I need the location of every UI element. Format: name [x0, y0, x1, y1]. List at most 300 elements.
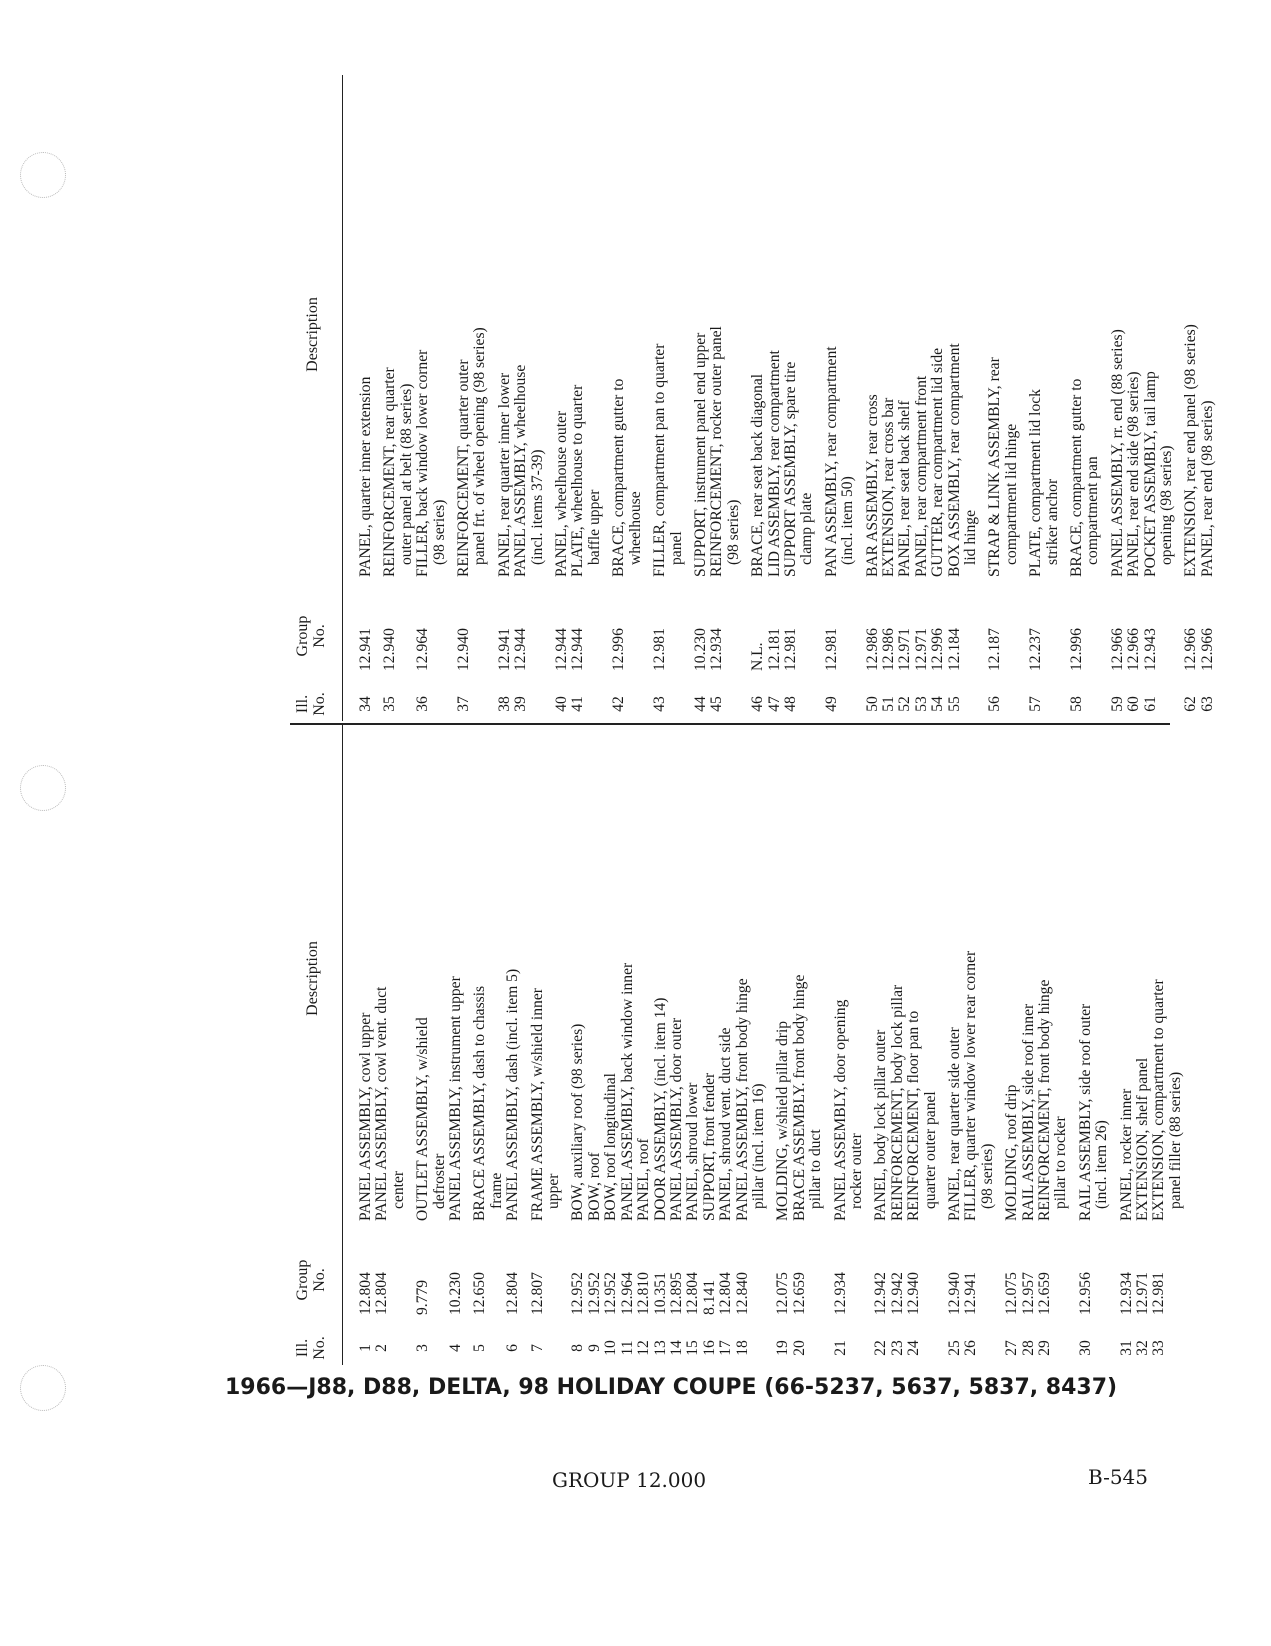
description-cell — [865, 82, 881, 587]
description-line: PANEL ASSEMBLY, dash (incl. item 5) — [504, 968, 522, 1221]
group-no-cell: 12.934 — [708, 628, 726, 671]
description-line: BRACE, rear seat back diagonal — [749, 373, 767, 577]
ill-no-cell: 8 — [569, 1344, 587, 1352]
description-cell — [472, 726, 505, 1231]
group-no-cell: 12.944 — [569, 628, 587, 671]
description-line: PANEL ASSEMBLY, cowl upper — [357, 1012, 374, 1221]
description-cell — [653, 726, 669, 1231]
description-line: PANEL, rocker inner — [1117, 1088, 1135, 1221]
description-line: baffle upper — [585, 489, 603, 565]
group-no-cell: 12.804 — [684, 1272, 702, 1315]
description-line: (98 series) — [724, 499, 742, 565]
description-line: REINFORCEMENT, rocker outer panel — [708, 326, 726, 577]
table-row — [472, 725, 505, 1365]
group-no-cell: 12.981 — [1150, 1272, 1168, 1315]
description-line: FILLER, quarter window lower rear corner — [962, 950, 980, 1221]
table-row — [947, 725, 963, 1365]
description-line: SUPPORT ASSEMBLY, spare tire — [781, 361, 799, 577]
table-row — [448, 725, 464, 1365]
table-row — [906, 725, 939, 1365]
group-no-cell: 12.942 — [888, 1272, 906, 1315]
description-cell — [1143, 82, 1176, 587]
table-row — [1028, 75, 1061, 721]
description-header: Description — [304, 941, 321, 1016]
table-row — [620, 725, 636, 1365]
table-row — [1200, 75, 1216, 721]
ill-no-cell: 30 — [1076, 1340, 1094, 1356]
group-no-cell: 12.981 — [651, 628, 669, 671]
ill-no-cell: 21 — [831, 1340, 849, 1356]
description-cell — [824, 82, 857, 587]
table-row — [824, 75, 857, 721]
description-line: rocker outer — [847, 1133, 865, 1209]
description-line: (98 series) — [430, 499, 448, 565]
description-cell — [963, 726, 996, 1231]
table-row — [554, 75, 570, 721]
description-line: BAR ASSEMBLY, rear cross — [863, 394, 881, 577]
description-line: DOOR ASSEMBLY, (incl. item 14) — [651, 997, 669, 1221]
description-cell — [456, 82, 489, 587]
description-cell — [947, 726, 963, 1231]
table-row — [1135, 725, 1151, 1365]
ill-no-cell: 44 — [691, 696, 709, 712]
description-line: BRACE ASSEMBLY. front body hinge — [790, 974, 808, 1221]
table-row — [1119, 725, 1135, 1365]
description-line: PANEL, rear end side (98 series) — [1125, 371, 1143, 577]
group-no-cell: 12.650 — [471, 1272, 489, 1315]
description-line: panel — [667, 531, 685, 565]
group-no-cell: 12.986 — [879, 628, 897, 671]
group-no-cell: 12.184 — [945, 628, 963, 671]
description-line: BRACE, compartment gutter to — [610, 378, 628, 577]
group-no-cell: 12.966 — [1108, 628, 1126, 671]
table-row — [963, 725, 996, 1365]
description-cell — [1078, 726, 1111, 1231]
group-no-cell: 12.075 — [774, 1272, 792, 1315]
ill-no-cell: 28 — [1019, 1340, 1037, 1356]
description-line: BOW, roof — [585, 1152, 603, 1221]
description-cell — [987, 82, 1020, 587]
page-number: B-545 — [1088, 1465, 1148, 1489]
description-cell — [930, 82, 946, 587]
ill-no-cell: 19 — [774, 1340, 792, 1356]
group-no-cell: 12.944 — [512, 628, 530, 671]
group-no-cell: 12.942 — [872, 1272, 890, 1315]
description-cell — [1004, 726, 1020, 1231]
table-row — [570, 725, 586, 1365]
description-line: EXTENSION, compartment to quarter — [1150, 979, 1168, 1221]
description-line: MOLDING, w/shield pillar drip — [774, 1020, 792, 1221]
description-line: PANEL, rear compartment front — [912, 375, 930, 577]
description-cell — [415, 82, 448, 587]
table-row — [702, 725, 718, 1365]
group-no-cell: 12.807 — [528, 1272, 546, 1315]
table-row — [382, 75, 415, 721]
ill-no-cell: 12 — [635, 1340, 653, 1356]
description-cell — [570, 726, 586, 1231]
ill-no-cell: 34 — [357, 696, 374, 712]
table-row — [505, 725, 521, 1365]
description-cell — [735, 726, 768, 1231]
ill-no-cell: 41 — [569, 696, 587, 712]
group-no-cell: 12.804 — [504, 1272, 522, 1315]
table-row — [530, 725, 563, 1365]
table-row — [865, 75, 881, 721]
group-no-cell: 12.996 — [929, 628, 947, 671]
row-spacer — [1111, 725, 1119, 1365]
table-row — [685, 725, 701, 1365]
group-no-cell: 12.941 — [495, 628, 513, 671]
group-no-cell: 12.941 — [357, 628, 374, 671]
table-row — [587, 725, 603, 1365]
ill-no-cell: 16 — [700, 1340, 718, 1356]
group-no-cell: 12.952 — [602, 1272, 620, 1315]
description-line: BOX ASSEMBLY, rear compartment — [945, 343, 963, 577]
description-cell — [611, 82, 644, 587]
description-cell — [906, 726, 939, 1231]
description-line: REINFORCEMENT, quarter outer — [455, 359, 473, 577]
ill-no-cell: 17 — [717, 1340, 735, 1356]
description-line: MOLDING, roof drip — [1003, 1084, 1021, 1221]
ill-no-cell: 54 — [929, 696, 947, 712]
description-cell — [382, 82, 415, 587]
description-line: EXTENSION, shelf panel — [1134, 1057, 1152, 1221]
ill-no-cell: 38 — [495, 696, 513, 712]
group-no-cell: 12.940 — [381, 628, 399, 671]
table-row — [709, 75, 742, 721]
description-cell — [1126, 82, 1142, 587]
group-no-cell: 12.940 — [946, 1272, 963, 1315]
ill-no-cell: 14 — [667, 1340, 685, 1356]
description-line: FRAME ASSEMBLY, w/shield inner — [528, 988, 546, 1221]
group-no-cell: 12.981 — [822, 628, 840, 671]
table-row — [833, 725, 866, 1365]
ill-no-cell: 63 — [1198, 696, 1216, 712]
description-line: compartment lid hinge — [1002, 423, 1020, 565]
description-cell — [750, 82, 766, 587]
description-cell — [1151, 726, 1184, 1231]
group-no-cell: 12.981 — [781, 628, 799, 671]
description-line: REINFORCEMENT, body lock pillar — [888, 984, 906, 1221]
table-row — [456, 75, 489, 721]
group-no-cell: 10.351 — [651, 1272, 669, 1315]
group-no-cell: 12.971 — [1134, 1272, 1152, 1315]
description-line: (incl. items 37-39) — [528, 449, 546, 565]
group-no-cell: 12.895 — [667, 1272, 685, 1315]
group-no-cell: 12.966 — [1198, 628, 1216, 671]
description-line: PANEL ASSEMBLY, wheelhouse — [512, 364, 530, 577]
group-no-cell: 12.971 — [912, 628, 930, 671]
ill-no-cell: 29 — [1036, 1340, 1054, 1356]
ill-no-cell: 5 — [471, 1344, 489, 1352]
ill-no-cell: 60 — [1125, 696, 1143, 712]
description-cell — [513, 82, 546, 587]
description-cell — [947, 82, 980, 587]
description-line: pillar to rocker — [1052, 1116, 1070, 1209]
table-row — [611, 75, 644, 721]
description-cell — [767, 82, 783, 587]
group-no-cell: 12.940 — [455, 628, 473, 671]
table-row — [415, 75, 448, 721]
ill-no-cell: 24 — [905, 1340, 923, 1356]
table-row — [775, 725, 791, 1365]
description-line: PANEL ASSEMBLY, door opening — [831, 999, 849, 1221]
ill-no-cell: 39 — [512, 696, 530, 712]
description-cell — [897, 82, 913, 587]
table-row — [767, 75, 783, 721]
ill-no-cell: 35 — [381, 696, 399, 712]
ill-no-cell: 51 — [879, 696, 897, 712]
right-rows — [358, 75, 1216, 721]
group-no-cell: 12.952 — [569, 1272, 587, 1315]
description-cell — [914, 82, 930, 587]
description-line: BRACE, compartment gutter to — [1068, 378, 1086, 577]
table-row — [1110, 75, 1126, 721]
table-row — [873, 725, 889, 1365]
description-line: opening (98 series) — [1158, 445, 1176, 565]
group-no-cell: 12.952 — [585, 1272, 603, 1315]
description-line: LID ASSEMBLY, rear compartment — [765, 350, 783, 577]
description-line: REINFORCEMENT, floor pan to — [905, 1010, 923, 1221]
table-row — [1078, 725, 1111, 1365]
description-cell — [570, 82, 603, 587]
table-row — [358, 75, 374, 721]
description-line: BRACE ASSEMBLY, dash to chassis — [471, 985, 489, 1221]
ill-no-cell: 57 — [1027, 696, 1045, 712]
table-row — [1183, 75, 1199, 721]
description-line: PANEL ASSEMBLY, rr. end (88 series) — [1108, 329, 1126, 577]
group-no-cell: 12.986 — [863, 628, 881, 671]
ill-no-cell: 9 — [585, 1344, 603, 1352]
group-no-cell: 12.964 — [414, 628, 432, 671]
group-no-cell: 12.944 — [553, 628, 571, 671]
page-title: 1966—J88, D88, DELTA, 98 HOLIDAY COUPE (66-5237, 5637, 5837, 8437) — [225, 1375, 1118, 1400]
ill-no-cell: 25 — [946, 1340, 963, 1356]
table-row — [750, 75, 766, 721]
table-row — [735, 725, 768, 1365]
table-row — [652, 75, 685, 721]
description-line: PANEL, quarter inner extension — [357, 376, 374, 577]
description-line: POCKET ASSEMBLY, tail lamp — [1141, 371, 1159, 577]
description-line: (incl. item 26) — [1093, 1120, 1111, 1209]
ill-no-cell: 2 — [373, 1344, 391, 1352]
description-line: (incl. item 50) — [839, 476, 857, 565]
ill-no-cell: 4 — [447, 1344, 465, 1352]
description-line: frame — [487, 1172, 505, 1209]
description-line: GUTTER, rear compartment lid side — [929, 347, 947, 577]
ill-no-cell: 62 — [1182, 696, 1200, 712]
group-no-cell: 12.957 — [1019, 1272, 1037, 1315]
ill-no-cell: 15 — [684, 1340, 702, 1356]
table-row — [1151, 725, 1184, 1365]
description-line: SUPPORT, instrument panel end upper — [691, 332, 709, 577]
group-no-cell: 12.940 — [905, 1272, 923, 1315]
group-no-cell: 12.956 — [1076, 1272, 1094, 1315]
group-no-cell: 12.237 — [1027, 628, 1045, 671]
ill-no-cell: 53 — [912, 696, 930, 712]
group-no-cell: 12.187 — [986, 628, 1004, 671]
ill-no-cell: 55 — [945, 696, 963, 712]
ill-no-cell: 1 — [357, 1344, 374, 1352]
ill-no-cell: 45 — [708, 696, 726, 712]
description-line: SUPPORT, front fender — [700, 1072, 718, 1221]
description-cell — [505, 726, 521, 1231]
table-row — [1021, 725, 1037, 1365]
table-row — [792, 725, 825, 1365]
description-header: Description — [304, 297, 321, 372]
description-cell — [497, 82, 513, 587]
description-cell — [890, 726, 906, 1231]
description-line: striker anchor — [1043, 478, 1061, 565]
description-cell — [554, 82, 570, 587]
description-cell — [693, 82, 709, 587]
description-line: REINFORCEMENT, rear quarter — [381, 367, 399, 577]
description-line: EXTENSION, rear cross bar — [879, 397, 897, 577]
ill-no-cell: 49 — [822, 696, 840, 712]
group-no-cell: 12.964 — [618, 1272, 636, 1315]
description-cell — [1135, 726, 1151, 1231]
ill-no-cell: 26 — [962, 1340, 980, 1356]
binder-hole-middle — [20, 765, 66, 811]
ill-no-cell: 32 — [1134, 1340, 1152, 1356]
group-no-cell: 12.941 — [962, 1272, 980, 1315]
description-cell — [685, 726, 701, 1231]
table-row — [1143, 75, 1176, 721]
description-line: FILLER, compartment pan to quarter — [651, 343, 669, 577]
description-line: STRAP & LINK ASSEMBLY, rear — [986, 357, 1004, 577]
ill-no-cell: 20 — [790, 1340, 808, 1356]
description-line: OUTLET ASSEMBLY, w/shield — [414, 1017, 432, 1221]
description-line: PANEL, rear seat back shelf — [896, 400, 914, 577]
ill-no-cell: 48 — [781, 696, 799, 712]
description-line: panel frt. of wheel opening (98 series) — [471, 327, 489, 565]
description-line: (98 series) — [978, 1143, 996, 1209]
ill-no-cell: 43 — [651, 696, 669, 712]
table-row — [603, 725, 619, 1365]
group-no-cell: 12.934 — [1117, 1272, 1135, 1315]
ill-no-cell: 13 — [651, 1340, 669, 1356]
binder-hole-bottom — [20, 1365, 66, 1411]
description-cell — [652, 82, 685, 587]
row-spacer — [546, 75, 554, 721]
group-no-cell: 12.966 — [1125, 628, 1143, 671]
ill-no-cell: 47 — [765, 696, 783, 712]
table-row — [636, 725, 652, 1365]
ill-no-cell: 42 — [610, 696, 628, 712]
ill-no-cell: 61 — [1141, 696, 1159, 712]
parts-table — [290, 75, 1216, 1365]
ill-no-cell: 36 — [414, 696, 432, 712]
description-line: REINFORCEMENT, front body hinge — [1036, 979, 1054, 1221]
ill-no-cell: 58 — [1068, 696, 1086, 712]
group-no-cell: 8.141 — [700, 1279, 718, 1315]
description-cell — [1183, 82, 1199, 587]
description-line: FILLER, back window lower corner — [414, 349, 432, 577]
group-no-cell: 12.966 — [1182, 628, 1200, 671]
description-cell — [636, 726, 652, 1231]
group-no-cell: N.L. — [749, 642, 767, 671]
table-row — [693, 75, 709, 721]
table-row — [783, 75, 816, 721]
ill-no-cell: 6 — [504, 1344, 522, 1352]
table-row — [914, 75, 930, 721]
ill-no-cell: 52 — [896, 696, 914, 712]
description-cell — [1028, 82, 1061, 587]
table-row — [1126, 75, 1142, 721]
description-cell — [587, 726, 603, 1231]
group-no-cell: 12.659 — [790, 1272, 808, 1315]
description-line: PAN ASSEMBLY, rear compartment — [822, 346, 840, 577]
description-cell — [1110, 82, 1126, 587]
ill-no-cell: 33 — [1150, 1340, 1168, 1356]
ill-no-header: Ill. No. — [294, 1336, 328, 1360]
description-line: PANEL, rear quarter side outer — [946, 1027, 963, 1221]
description-cell — [702, 726, 718, 1231]
group-no-cell: 12.996 — [610, 628, 628, 671]
description-cell — [415, 726, 448, 1231]
description-cell — [448, 726, 464, 1231]
ill-no-header: Ill. No. — [294, 692, 328, 716]
description-line: PLATE, wheelhouse to quarter — [569, 384, 587, 577]
description-line: RAIL ASSEMBLY, side roof outer — [1076, 1003, 1094, 1221]
ill-no-cell: 37 — [455, 696, 473, 712]
description-line: pillar (incl. item 16) — [749, 1083, 767, 1209]
group-no-cell: 12.810 — [635, 1272, 653, 1315]
group-no-cell: 12.934 — [831, 1272, 849, 1315]
ill-no-cell: 40 — [553, 696, 571, 712]
description-cell — [358, 726, 374, 1231]
ill-no-cell: 59 — [1108, 696, 1126, 712]
description-cell — [530, 726, 563, 1231]
description-line: outer panel at belt (88 series) — [397, 383, 415, 565]
description-line: defroster — [430, 1153, 448, 1209]
description-line: PANEL, shroud lower — [684, 1082, 702, 1221]
description-line: PANEL ASSEMBLY, door outer — [667, 1017, 685, 1221]
group-no-cell: 12.804 — [357, 1272, 374, 1315]
ill-no-cell: 22 — [872, 1340, 890, 1356]
description-line: PLATE, compartment lid lock — [1027, 389, 1045, 577]
table-row — [358, 725, 374, 1365]
group-no-cell: 12.804 — [373, 1272, 391, 1315]
group-no-cell: 12.943 — [1141, 628, 1159, 671]
description-cell — [603, 726, 619, 1231]
group-no-cell: 9.779 — [414, 1279, 432, 1315]
description-cell — [833, 726, 866, 1231]
group-no-cell: 12.996 — [1068, 628, 1086, 671]
table-row — [881, 75, 897, 721]
group-no-cell: 10.230 — [691, 628, 709, 671]
description-line: wheelhouse — [626, 491, 644, 565]
description-line: lid hinge — [962, 509, 979, 565]
description-cell — [669, 726, 685, 1231]
group-no-header: Group No. — [294, 1259, 328, 1301]
description-line: upper — [545, 1173, 563, 1209]
table-row — [1037, 725, 1070, 1365]
description-cell — [709, 82, 742, 587]
table-row — [415, 725, 448, 1365]
description-line: PANEL, rear quarter inner lower — [495, 372, 513, 577]
group-no-cell: 12.840 — [733, 1272, 751, 1315]
description-line: RAIL ASSEMBLY, side roof inner — [1019, 1003, 1037, 1221]
ill-no-cell: 23 — [888, 1340, 906, 1356]
table-row — [653, 725, 669, 1365]
ill-no-cell: 3 — [414, 1344, 432, 1352]
description-line: EXTENSION, rear end panel (98 series) — [1182, 324, 1200, 577]
table-row — [1069, 75, 1102, 721]
description-cell — [1119, 726, 1135, 1231]
ill-no-cell: 18 — [733, 1340, 751, 1356]
description-line: panel filler (88 series) — [1166, 1071, 1184, 1209]
